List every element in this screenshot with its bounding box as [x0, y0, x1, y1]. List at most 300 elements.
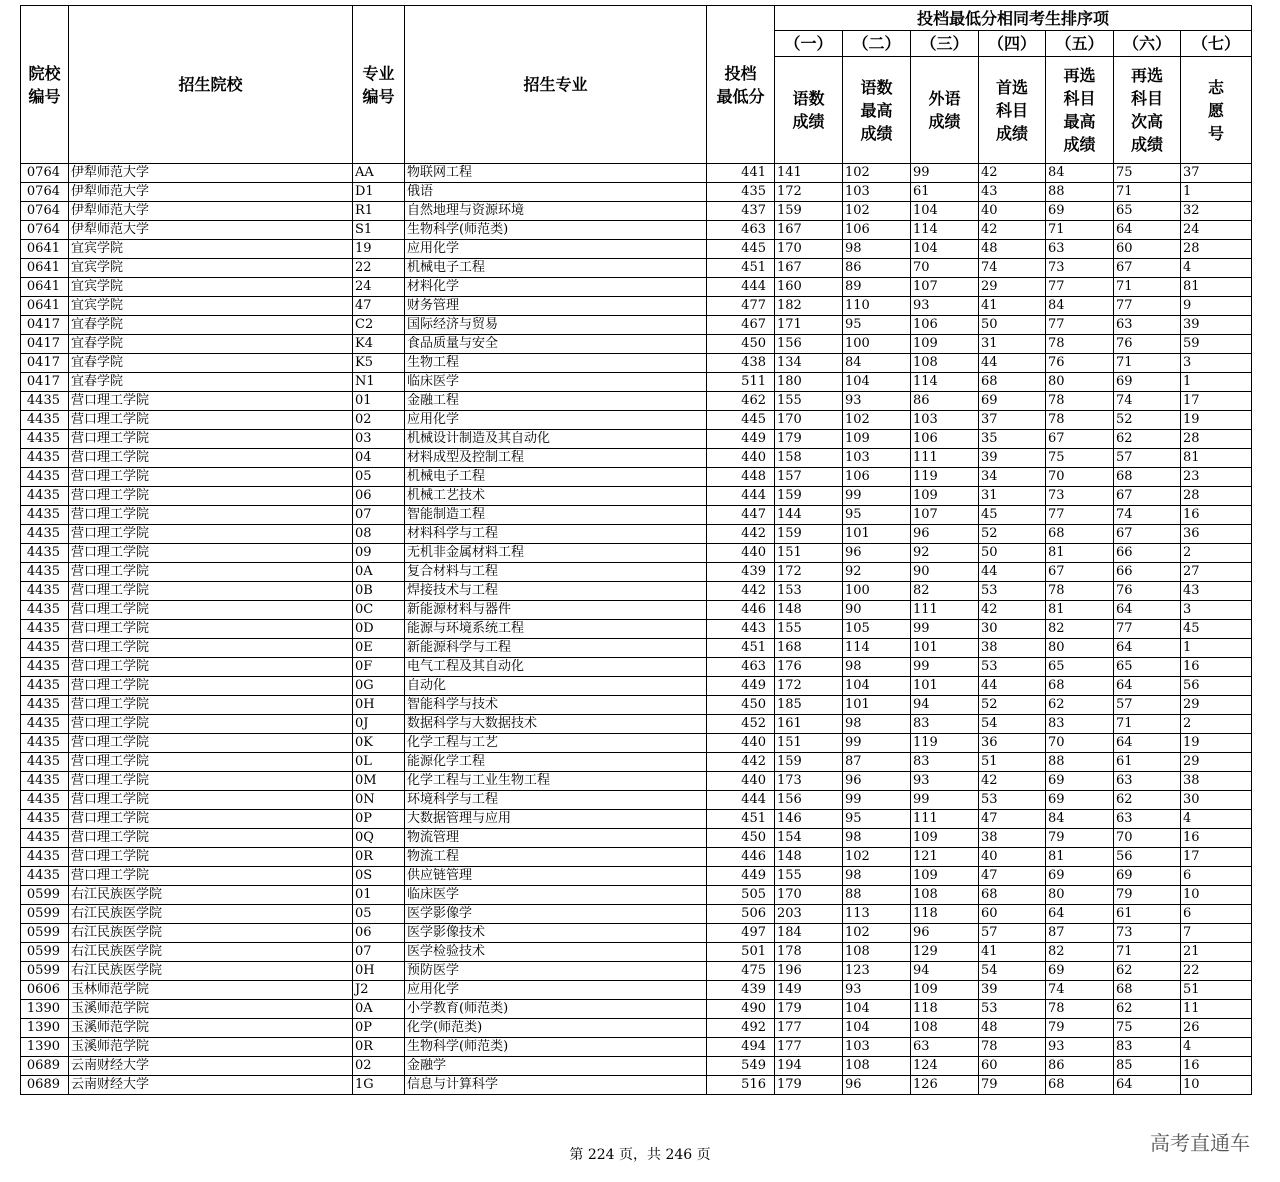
cell-major-code: 0H [353, 696, 405, 715]
cell-major-code: 01 [353, 886, 405, 905]
cell-school-name: 右江民族医学院 [69, 943, 353, 962]
cell-first-subject: 54 [979, 962, 1046, 981]
cell-major-code: 05 [353, 468, 405, 487]
cell-major-name: 机械设计制造及其自动化 [405, 430, 707, 449]
cell-foreign-language: 96 [911, 924, 979, 943]
header-order-6: （六） [1114, 31, 1181, 57]
cell-chinese-math-max: 103 [843, 1038, 911, 1057]
cell-min-score: 446 [707, 601, 775, 620]
cell-min-score: 462 [707, 392, 775, 411]
table-row [21, 924, 1252, 943]
cell-foreign-language: 96 [911, 525, 979, 544]
cell-major-name: 应用化学 [405, 411, 707, 430]
header-foreign-language: 外语 成绩 [911, 57, 979, 164]
cell-chinese-math-score: 203 [775, 905, 843, 924]
cell-preference-number: 16 [1181, 658, 1252, 677]
cell-elective-max: 68 [1046, 525, 1114, 544]
cell-elective-max: 69 [1046, 791, 1114, 810]
cell-elective-max: 79 [1046, 1019, 1114, 1038]
cell-major-name: 焊接技术与工程 [405, 582, 707, 601]
cell-first-subject: 52 [979, 696, 1046, 715]
cell-chinese-math-score: 179 [775, 1000, 843, 1019]
table-row [21, 639, 1252, 658]
cell-chinese-math-max: 98 [843, 658, 911, 677]
cell-chinese-math-score: 173 [775, 772, 843, 791]
cell-elective-second: 75 [1114, 1019, 1181, 1038]
header-min-score: 投档 最低分 [707, 6, 775, 164]
cell-preference-number: 10 [1181, 1076, 1252, 1095]
table-row [21, 943, 1252, 962]
cell-min-score: 450 [707, 696, 775, 715]
cell-major-name: 电气工程及其自动化 [405, 658, 707, 677]
table-row [21, 582, 1252, 601]
cell-major-name: 复合材料与工程 [405, 563, 707, 582]
cell-chinese-math-max: 104 [843, 677, 911, 696]
cell-preference-number: 6 [1181, 905, 1252, 924]
cell-school-name: 伊犁师范大学 [69, 221, 353, 240]
table-row [21, 335, 1252, 354]
cell-chinese-math-score: 167 [775, 259, 843, 278]
cell-school-code: 0417 [21, 316, 69, 335]
cell-major-code: 0C [353, 601, 405, 620]
cell-min-score: 440 [707, 734, 775, 753]
cell-major-code: 0A [353, 563, 405, 582]
cell-elective-second: 76 [1114, 335, 1181, 354]
cell-major-name: 化学工程与工艺 [405, 734, 707, 753]
cell-foreign-language: 101 [911, 677, 979, 696]
cell-major-name: 预防医学 [405, 962, 707, 981]
header-school-name: 招生院校 [69, 6, 353, 164]
cell-major-code: 0R [353, 1038, 405, 1057]
cell-first-subject: 41 [979, 297, 1046, 316]
cell-foreign-language: 111 [911, 810, 979, 829]
cell-chinese-math-score: 151 [775, 734, 843, 753]
cell-elective-second: 62 [1114, 962, 1181, 981]
cell-major-name: 新能源材料与器件 [405, 601, 707, 620]
table-row [21, 1038, 1252, 1057]
cell-school-code: 4435 [21, 696, 69, 715]
cell-major-name: 应用化学 [405, 981, 707, 1000]
cell-min-score: 447 [707, 506, 775, 525]
table-row [21, 1076, 1252, 1095]
cell-major-code: 02 [353, 411, 405, 430]
cell-school-code: 0599 [21, 905, 69, 924]
header-school-code: 院校 编号 [21, 6, 69, 164]
cell-elective-max: 76 [1046, 354, 1114, 373]
cell-preference-number: 9 [1181, 297, 1252, 316]
cell-preference-number: 37 [1181, 164, 1252, 183]
cell-school-name: 宜春学院 [69, 354, 353, 373]
cell-foreign-language: 109 [911, 487, 979, 506]
cell-first-subject: 43 [979, 183, 1046, 202]
admission-score-table [20, 5, 1252, 1095]
cell-first-subject: 42 [979, 601, 1046, 620]
table-row [21, 886, 1252, 905]
cell-first-subject: 39 [979, 449, 1046, 468]
cell-elective-second: 71 [1114, 715, 1181, 734]
cell-elective-max: 63 [1046, 240, 1114, 259]
cell-elective-max: 93 [1046, 1038, 1114, 1057]
cell-elective-second: 79 [1114, 886, 1181, 905]
cell-foreign-language: 93 [911, 772, 979, 791]
cell-school-name: 营口理工学院 [69, 430, 353, 449]
cell-preference-number: 23 [1181, 468, 1252, 487]
cell-foreign-language: 119 [911, 468, 979, 487]
cell-preference-number: 56 [1181, 677, 1252, 696]
table-row [21, 791, 1252, 810]
cell-major-code: 08 [353, 525, 405, 544]
cell-school-name: 右江民族医学院 [69, 962, 353, 981]
cell-first-subject: 30 [979, 620, 1046, 639]
table-row [21, 962, 1252, 981]
cell-school-name: 营口理工学院 [69, 411, 353, 430]
cell-major-name: 物流工程 [405, 848, 707, 867]
cell-first-subject: 57 [979, 924, 1046, 943]
cell-chinese-math-max: 109 [843, 430, 911, 449]
cell-major-code: 19 [353, 240, 405, 259]
cell-school-name: 营口理工学院 [69, 544, 353, 563]
cell-foreign-language: 92 [911, 544, 979, 563]
cell-school-code: 0641 [21, 278, 69, 297]
cell-first-subject: 42 [979, 772, 1046, 791]
cell-min-score: 511 [707, 373, 775, 392]
cell-foreign-language: 94 [911, 696, 979, 715]
cell-school-name: 宜春学院 [69, 316, 353, 335]
cell-chinese-math-max: 86 [843, 259, 911, 278]
cell-elective-max: 78 [1046, 392, 1114, 411]
cell-preference-number: 17 [1181, 392, 1252, 411]
cell-elective-max: 77 [1046, 316, 1114, 335]
cell-school-code: 4435 [21, 620, 69, 639]
cell-major-code: 01 [353, 392, 405, 411]
cell-elective-second: 71 [1114, 354, 1181, 373]
cell-chinese-math-score: 160 [775, 278, 843, 297]
cell-major-code: 06 [353, 924, 405, 943]
cell-min-score: 440 [707, 544, 775, 563]
cell-school-code: 1390 [21, 1019, 69, 1038]
cell-major-code: S1 [353, 221, 405, 240]
table-row [21, 734, 1252, 753]
cell-school-name: 宜春学院 [69, 335, 353, 354]
cell-elective-max: 62 [1046, 696, 1114, 715]
cell-major-name: 机械电子工程 [405, 259, 707, 278]
cell-foreign-language: 107 [911, 506, 979, 525]
cell-major-code: 0A [353, 1000, 405, 1019]
cell-school-name: 营口理工学院 [69, 848, 353, 867]
cell-major-name: 材料科学与工程 [405, 525, 707, 544]
cell-foreign-language: 104 [911, 240, 979, 259]
cell-chinese-math-max: 104 [843, 373, 911, 392]
cell-elective-max: 77 [1046, 506, 1114, 525]
cell-school-code: 1390 [21, 1038, 69, 1057]
cell-school-name: 营口理工学院 [69, 601, 353, 620]
cell-chinese-math-max: 113 [843, 905, 911, 924]
cell-chinese-math-score: 144 [775, 506, 843, 525]
cell-elective-second: 61 [1114, 753, 1181, 772]
cell-elective-second: 66 [1114, 563, 1181, 582]
cell-school-name: 营口理工学院 [69, 810, 353, 829]
cell-school-name: 营口理工学院 [69, 829, 353, 848]
cell-major-name: 国际经济与贸易 [405, 316, 707, 335]
header-first-subject: 首选 科目 成绩 [979, 57, 1046, 164]
cell-chinese-math-score: 170 [775, 886, 843, 905]
cell-school-code: 0764 [21, 221, 69, 240]
cell-school-name: 右江民族医学院 [69, 905, 353, 924]
cell-preference-number: 26 [1181, 1019, 1252, 1038]
cell-school-name: 宜宾学院 [69, 297, 353, 316]
cell-chinese-math-score: 172 [775, 183, 843, 202]
cell-major-name: 医学检验技术 [405, 943, 707, 962]
cell-first-subject: 35 [979, 430, 1046, 449]
cell-school-code: 4435 [21, 791, 69, 810]
cell-chinese-math-score: 148 [775, 601, 843, 620]
header-order-5: （五） [1046, 31, 1114, 57]
cell-elective-second: 83 [1114, 1038, 1181, 1057]
cell-major-name: 金融学 [405, 1057, 707, 1076]
cell-elective-max: 83 [1046, 715, 1114, 734]
cell-first-subject: 68 [979, 373, 1046, 392]
cell-school-name: 营口理工学院 [69, 525, 353, 544]
cell-chinese-math-max: 101 [843, 696, 911, 715]
cell-chinese-math-score: 172 [775, 563, 843, 582]
cell-preference-number: 1 [1181, 639, 1252, 658]
cell-preference-number: 17 [1181, 848, 1252, 867]
cell-preference-number: 2 [1181, 544, 1252, 563]
cell-preference-number: 32 [1181, 202, 1252, 221]
cell-first-subject: 53 [979, 658, 1046, 677]
cell-foreign-language: 126 [911, 1076, 979, 1095]
cell-min-score: 490 [707, 1000, 775, 1019]
cell-chinese-math-score: 151 [775, 544, 843, 563]
cell-first-subject: 34 [979, 468, 1046, 487]
cell-preference-number: 21 [1181, 943, 1252, 962]
cell-school-code: 0641 [21, 297, 69, 316]
cell-school-code: 0764 [21, 164, 69, 183]
cell-elective-second: 52 [1114, 411, 1181, 430]
cell-preference-number: 4 [1181, 1038, 1252, 1057]
cell-elective-max: 88 [1046, 183, 1114, 202]
cell-chinese-math-score: 159 [775, 487, 843, 506]
cell-school-name: 宜宾学院 [69, 240, 353, 259]
cell-preference-number: 16 [1181, 1057, 1252, 1076]
cell-elective-max: 88 [1046, 753, 1114, 772]
cell-school-name: 营口理工学院 [69, 753, 353, 772]
cell-chinese-math-max: 98 [843, 829, 911, 848]
cell-elective-max: 86 [1046, 1057, 1114, 1076]
cell-school-code: 4435 [21, 848, 69, 867]
cell-first-subject: 29 [979, 278, 1046, 297]
cell-preference-number: 28 [1181, 487, 1252, 506]
cell-chinese-math-max: 92 [843, 563, 911, 582]
cell-min-score: 437 [707, 202, 775, 221]
cell-major-code: 07 [353, 943, 405, 962]
table-row [21, 981, 1252, 1000]
cell-first-subject: 52 [979, 525, 1046, 544]
table-header [21, 6, 1252, 164]
cell-school-code: 0599 [21, 962, 69, 981]
cell-first-subject: 44 [979, 563, 1046, 582]
cell-chinese-math-max: 108 [843, 943, 911, 962]
cell-chinese-math-max: 100 [843, 582, 911, 601]
cell-elective-second: 64 [1114, 1076, 1181, 1095]
cell-chinese-math-max: 93 [843, 981, 911, 1000]
cell-min-score: 497 [707, 924, 775, 943]
cell-major-name: 物流管理 [405, 829, 707, 848]
cell-chinese-math-score: 153 [775, 582, 843, 601]
cell-first-subject: 50 [979, 316, 1046, 335]
cell-school-name: 右江民族医学院 [69, 886, 353, 905]
cell-school-name: 营口理工学院 [69, 677, 353, 696]
cell-elective-max: 81 [1046, 544, 1114, 563]
cell-min-score: 445 [707, 240, 775, 259]
cell-school-code: 4435 [21, 601, 69, 620]
cell-chinese-math-max: 98 [843, 715, 911, 734]
cell-first-subject: 47 [979, 810, 1046, 829]
cell-foreign-language: 99 [911, 620, 979, 639]
header-tiebreak-group: 投档最低分相同考生排序项 [775, 6, 1252, 31]
cell-school-code: 4435 [21, 658, 69, 677]
cell-elective-max: 74 [1046, 981, 1114, 1000]
cell-elective-max: 67 [1046, 563, 1114, 582]
cell-elective-second: 69 [1114, 867, 1181, 886]
cell-elective-second: 68 [1114, 981, 1181, 1000]
cell-school-code: 0689 [21, 1076, 69, 1095]
cell-chinese-math-max: 96 [843, 544, 911, 563]
cell-chinese-math-max: 99 [843, 791, 911, 810]
cell-school-code: 0764 [21, 183, 69, 202]
cell-first-subject: 69 [979, 392, 1046, 411]
cell-min-score: 449 [707, 677, 775, 696]
cell-major-name: 临床医学 [405, 886, 707, 905]
cell-chinese-math-score: 157 [775, 468, 843, 487]
cell-elective-second: 65 [1114, 202, 1181, 221]
cell-chinese-math-max: 103 [843, 183, 911, 202]
cell-preference-number: 16 [1181, 506, 1252, 525]
table-row [21, 677, 1252, 696]
cell-chinese-math-score: 161 [775, 715, 843, 734]
cell-major-code: 0E [353, 639, 405, 658]
cell-school-code: 4435 [21, 430, 69, 449]
cell-chinese-math-score: 180 [775, 373, 843, 392]
header-major-code: 专业 编号 [353, 6, 405, 164]
cell-foreign-language: 109 [911, 981, 979, 1000]
cell-elective-second: 57 [1114, 449, 1181, 468]
cell-elective-max: 67 [1046, 430, 1114, 449]
cell-preference-number: 3 [1181, 354, 1252, 373]
cell-major-code: 03 [353, 430, 405, 449]
cell-foreign-language: 99 [911, 164, 979, 183]
cell-chinese-math-max: 105 [843, 620, 911, 639]
cell-chinese-math-max: 106 [843, 468, 911, 487]
cell-elective-max: 70 [1046, 734, 1114, 753]
cell-school-name: 营口理工学院 [69, 772, 353, 791]
cell-chinese-math-max: 95 [843, 316, 911, 335]
cell-major-code: R1 [353, 202, 405, 221]
cell-school-name: 营口理工学院 [69, 639, 353, 658]
cell-first-subject: 48 [979, 240, 1046, 259]
cell-school-code: 4435 [21, 525, 69, 544]
cell-school-name: 营口理工学院 [69, 506, 353, 525]
cell-chinese-math-max: 93 [843, 392, 911, 411]
cell-elective-max: 77 [1046, 278, 1114, 297]
table-row [21, 411, 1252, 430]
cell-major-code: 0F [353, 658, 405, 677]
cell-school-name: 营口理工学院 [69, 487, 353, 506]
cell-foreign-language: 108 [911, 354, 979, 373]
cell-major-name: 数据科学与大数据技术 [405, 715, 707, 734]
cell-min-score: 438 [707, 354, 775, 373]
cell-min-score: 449 [707, 867, 775, 886]
cell-first-subject: 68 [979, 886, 1046, 905]
cell-elective-second: 73 [1114, 924, 1181, 943]
cell-school-code: 0599 [21, 943, 69, 962]
cell-school-code: 4435 [21, 563, 69, 582]
cell-chinese-math-max: 104 [843, 1019, 911, 1038]
cell-chinese-math-score: 146 [775, 810, 843, 829]
cell-school-code: 4435 [21, 829, 69, 848]
cell-elective-second: 64 [1114, 639, 1181, 658]
cell-first-subject: 48 [979, 1019, 1046, 1038]
header-chinese-math-score: 语数 成绩 [775, 57, 843, 164]
cell-elective-max: 78 [1046, 411, 1114, 430]
cell-preference-number: 11 [1181, 1000, 1252, 1019]
cell-major-name: 小学教育(师范类) [405, 1000, 707, 1019]
table-row [21, 373, 1252, 392]
cell-school-code: 4435 [21, 449, 69, 468]
header-order-2: （二） [843, 31, 911, 57]
cell-first-subject: 44 [979, 354, 1046, 373]
cell-chinese-math-score: 148 [775, 848, 843, 867]
cell-min-score: 492 [707, 1019, 775, 1038]
cell-foreign-language: 94 [911, 962, 979, 981]
cell-preference-number: 36 [1181, 525, 1252, 544]
cell-major-name: 环境科学与工程 [405, 791, 707, 810]
cell-major-name: 自动化 [405, 677, 707, 696]
cell-chinese-math-score: 177 [775, 1019, 843, 1038]
cell-chinese-math-max: 102 [843, 411, 911, 430]
cell-preference-number: 51 [1181, 981, 1252, 1000]
cell-elective-max: 87 [1046, 924, 1114, 943]
cell-elective-second: 77 [1114, 620, 1181, 639]
cell-major-code: 0Q [353, 829, 405, 848]
cell-major-code: 0L [353, 753, 405, 772]
cell-foreign-language: 106 [911, 430, 979, 449]
cell-chinese-math-score: 172 [775, 677, 843, 696]
cell-school-name: 伊犁师范大学 [69, 202, 353, 221]
cell-school-name: 宜宾学院 [69, 259, 353, 278]
cell-elective-second: 65 [1114, 658, 1181, 677]
cell-school-name: 伊犁师范大学 [69, 164, 353, 183]
header-order-7: （七） [1181, 31, 1252, 57]
cell-chinese-math-max: 84 [843, 354, 911, 373]
header-chinese-math-max: 语数 最高 成绩 [843, 57, 911, 164]
cell-preference-number: 81 [1181, 449, 1252, 468]
cell-school-name: 营口理工学院 [69, 696, 353, 715]
cell-major-code: 04 [353, 449, 405, 468]
cell-elective-second: 85 [1114, 1057, 1181, 1076]
table-row [21, 392, 1252, 411]
cell-elective-second: 60 [1114, 240, 1181, 259]
cell-min-score: 450 [707, 335, 775, 354]
cell-school-code: 4435 [21, 867, 69, 886]
cell-elective-second: 62 [1114, 430, 1181, 449]
cell-foreign-language: 93 [911, 297, 979, 316]
cell-preference-number: 7 [1181, 924, 1252, 943]
table-row [21, 563, 1252, 582]
cell-elective-max: 75 [1046, 449, 1114, 468]
cell-elective-second: 56 [1114, 848, 1181, 867]
cell-major-code: 47 [353, 297, 405, 316]
